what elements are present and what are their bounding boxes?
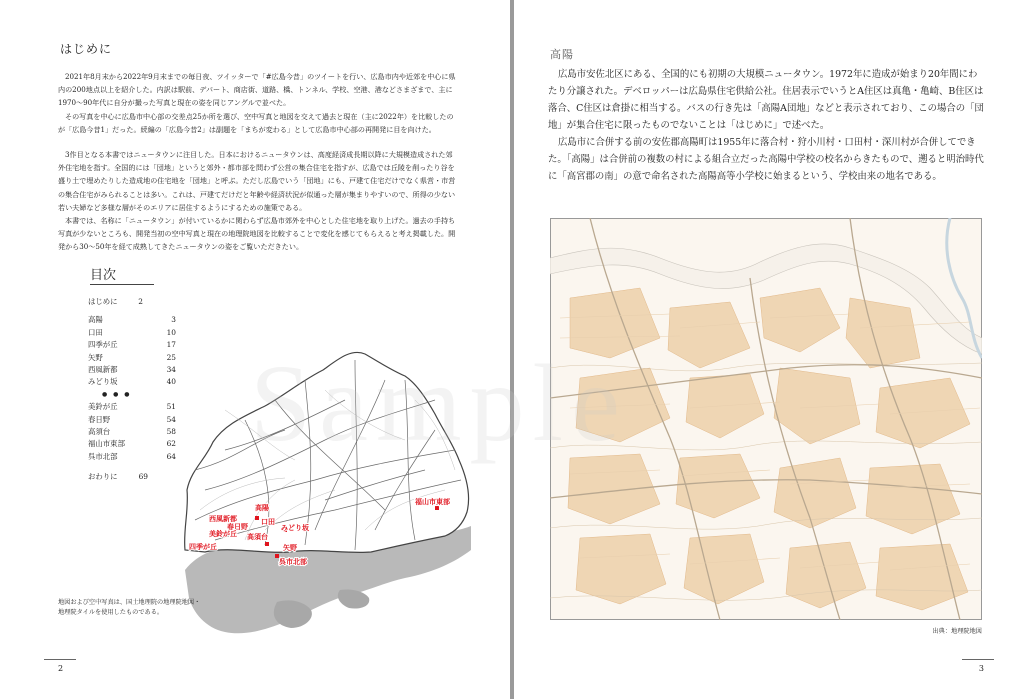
toc-entry-page: 25 [166,352,176,362]
toc-entry-label: 福山市東部 [88,439,125,449]
toc-entry[interactable] [88,352,176,364]
toc-entry-label: 矢野 [88,352,103,362]
toc-entry-intro[interactable] [88,296,143,308]
toc-entry-page: 2 [138,297,143,306]
map-label-fukuyama-tobu: 福山市東部 [415,498,450,506]
map-label-midorizaka: みどり坂 [281,524,309,532]
section-text [548,66,986,185]
toc-entry[interactable] [88,339,176,351]
toc-entry-label: 西風新都 [88,364,118,374]
toc-entry-label: 春日野 [88,414,111,424]
toc-entry-page: 10 [166,327,176,337]
map-source: 出典：地理院地図 [932,628,982,635]
map-credit [58,598,258,618]
toc-entry-page: 54 [166,414,176,424]
intro-paragraph-4: 本書では、名称に「ニュータウン」が付いているかに関わらず広島市郊外を中心とした住宅地を取り上げた。過去の手持ち写真が少ないところも、開発当初の空中写真と現在の地理院地図を比較することで変化を感じてもらえると考え掲載した。開発から30〜50年を経て成熟してきたニュータウンの姿をご覧いただきたい。 [58,216,456,252]
intro-paragraph-1: 2021年8月末から2022年9月末までの毎日夜、ツイッターで「#広島今昔」のツイートを行い、広島市内や近郊を中心に県内の200地点以上を紹介した。内訳は駅前、デパート、商店街、道路、橋、トンネル、学校、空港、港などさまざまで、主に1970〜90年代に自分が撮った写真と現在の姿を同じアングルで並べた。 [58,72,456,108]
intro-text [58,70,458,254]
intro-paragraph-3: 3作目となる本書ではニュータウンに注目した。日本におけるニュータウンは、高度経済成長期以降に大規模造成された郊外住宅地を指す。全国的には「団地」というと郊外・都市部を問わず公営の集合住宅を指すが、広島では丘陵を削ったり谷を盛り土で埋めたりした造成地の住宅地を「団地」と呼ぶ。ただし広島でいう「団地」にも、戸建て住宅だけでなく県営・市営の集合住宅がみられることは多い。これは、戸建てだけだと年齢や経済状況が似通った層が集まりやすいので、所得の少ない若い夫婦など多様な層がそのエリアに居住するようにするための施策である。 [58,150,456,212]
footer-rule [44,659,76,660]
intro-heading: はじめに [60,42,113,56]
toc-entry-page: 64 [166,451,176,461]
toc-entry-outro[interactable] [88,471,148,483]
toc-entry[interactable] [88,364,176,376]
map-label-shikigaoka: 四季が丘 [189,543,217,551]
footer-rule [962,659,994,660]
left-page [0,0,510,699]
toc-entry[interactable] [88,376,176,388]
section-heading: 高陽 [550,48,574,61]
toc-entry-page: 51 [166,402,176,412]
toc-entry-page: 40 [166,377,176,387]
map-label-takasudai: 高須台 [247,533,268,541]
map-label-kuchita: 口田 [261,518,275,526]
toc-entry-page: 34 [166,364,176,374]
toc-entry-page: 3 [171,315,176,325]
map-label-yano: 矢野 [283,544,297,552]
map-label-kasugano: 春日野 [227,523,248,531]
map-island [338,589,369,608]
toc-entry-label: 高須台 [88,426,111,436]
toc-entry-page: 69 [138,472,148,482]
toc-entry-label: 四季が丘 [88,340,118,350]
toc-entry-label: 高陽 [88,315,103,325]
map-label-kure-hokubu: 呉市北部 [279,558,307,566]
toc-entry-label: 呉市北部 [88,451,118,461]
toc-entry-label: はじめに [88,297,118,306]
map-credit-line: 地理院タイルを使用したものである。 [58,609,164,616]
toc-entry[interactable] [88,314,176,326]
map-label-misuzugaoka: 美鈴が丘 [209,530,237,538]
toc-separator: ● ● ● [102,390,132,398]
toc-entry-page: 62 [166,439,176,449]
toc-title: 目次 [90,264,154,285]
toc-entry-page: 58 [166,426,176,436]
right-page [514,0,1024,699]
toc-entry-label: みどり坂 [88,377,118,387]
map-label-koyo: 高陽 [255,504,269,512]
intro-paragraph-2: その写真を中心に広島市中心部の交差点25か所を選び、空中写真と地図を交えて過去と現在（主に2022年）を比較したのが「広島今昔1」だった。続編の「広島今昔2」は副題を「まちが変わる」として広島市中心部の再開発に目を向けた。 [58,111,454,134]
sample-watermark: Sample [250,342,628,464]
koyo-map [550,218,982,620]
toc-entry[interactable] [88,414,176,426]
map-label-seifushinto: 西風新都 [209,515,237,523]
map-credit-line: 地図および空中写真は、国土地理院の地理院地図・ [58,599,201,606]
toc-entry-label: おわりに [88,472,118,482]
toc-entry[interactable] [88,327,176,339]
toc-entry[interactable] [88,426,176,438]
section-paragraph-1: 広島市安佐北区にある、全国的にも初期の大規模ニュータウン。1972年に造成が始まり20年間にわたり分譲された。デベロッパーは広島県住宅供給公社。住居表示でいうとA住区は真亀・亀崎、B住区は落合、C住区は倉掛に相当する。バスの行き先は「高陽A団地」などと表示されており、この場合の「団地」が集合住宅に限ったものでないことは「はじめに」で述べた。 [548,69,984,131]
toc-entry-label: 口田 [88,327,103,337]
toc-entry-label: 美鈴が丘 [88,402,118,412]
section-paragraph-2: 広島市に合併する前の安佐郡高陽町は1955年に落合村・狩小川村・口田村・深川村が合併してできた。「高陽」は合併前の複数の村による組合立だった高陽中学校の校名からきたもので、遡ると明治時代に「高宮郡の南」の意で命名された高陽高等小学校に始まるという、学校由来の地名である。 [548,137,984,182]
toc-entry[interactable] [88,438,176,450]
toc-entry[interactable] [88,401,176,413]
page-number: 3 [978,664,984,673]
toc-entry-page: 17 [166,340,176,350]
page-number: 2 [58,664,64,673]
overview-map [165,340,475,640]
toc-entry[interactable] [88,451,176,463]
